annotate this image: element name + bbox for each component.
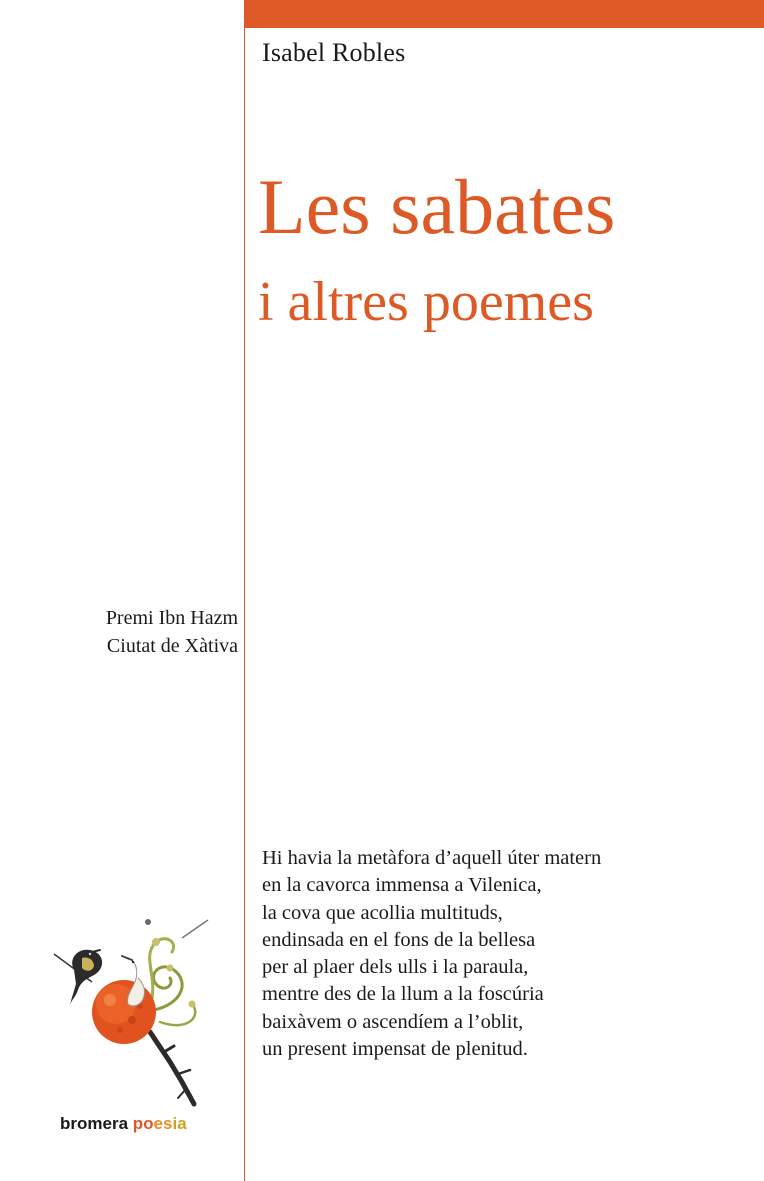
publisher-brand: bromera — [60, 1114, 129, 1133]
series-part: es — [153, 1114, 173, 1133]
poem-line: mentre des de la llum a la foscúria — [262, 983, 544, 1006]
vertical-divider — [244, 0, 245, 1181]
poem-line: un present impensat de plenitud. — [262, 1038, 528, 1061]
poem-line: en la cavorca immensa a Vilenica, — [262, 874, 542, 897]
author-name: Isabel Robles — [262, 38, 406, 67]
poem-line: Hi havia la metàfora d’aquell úter matern — [262, 847, 602, 869]
poem-line: per al plaer dels ulls i la paraula, — [262, 956, 529, 979]
book-title: Les sabates — [258, 163, 616, 250]
series-part: po — [132, 1114, 154, 1133]
publisher-logo — [60, 1114, 187, 1134]
award-line: Premi Ibn Hazm — [105, 607, 238, 629]
poem-line: la cova que acollia multituds, — [262, 901, 503, 924]
series-part: ia — [172, 1114, 187, 1133]
book-subtitle: i altres poemes — [258, 271, 594, 333]
poem-line: baixàvem o ascendíem a l’oblit, — [262, 1010, 524, 1033]
top-accent-bar — [245, 0, 764, 28]
poem-excerpt — [262, 845, 601, 1063]
poem-line: endinsada en el fons de la bellesa — [262, 928, 536, 951]
bird-fruit-illustration — [52, 912, 212, 1112]
award-text — [106, 604, 238, 660]
award-line: Ciutat de Xàtiva — [106, 635, 238, 657]
